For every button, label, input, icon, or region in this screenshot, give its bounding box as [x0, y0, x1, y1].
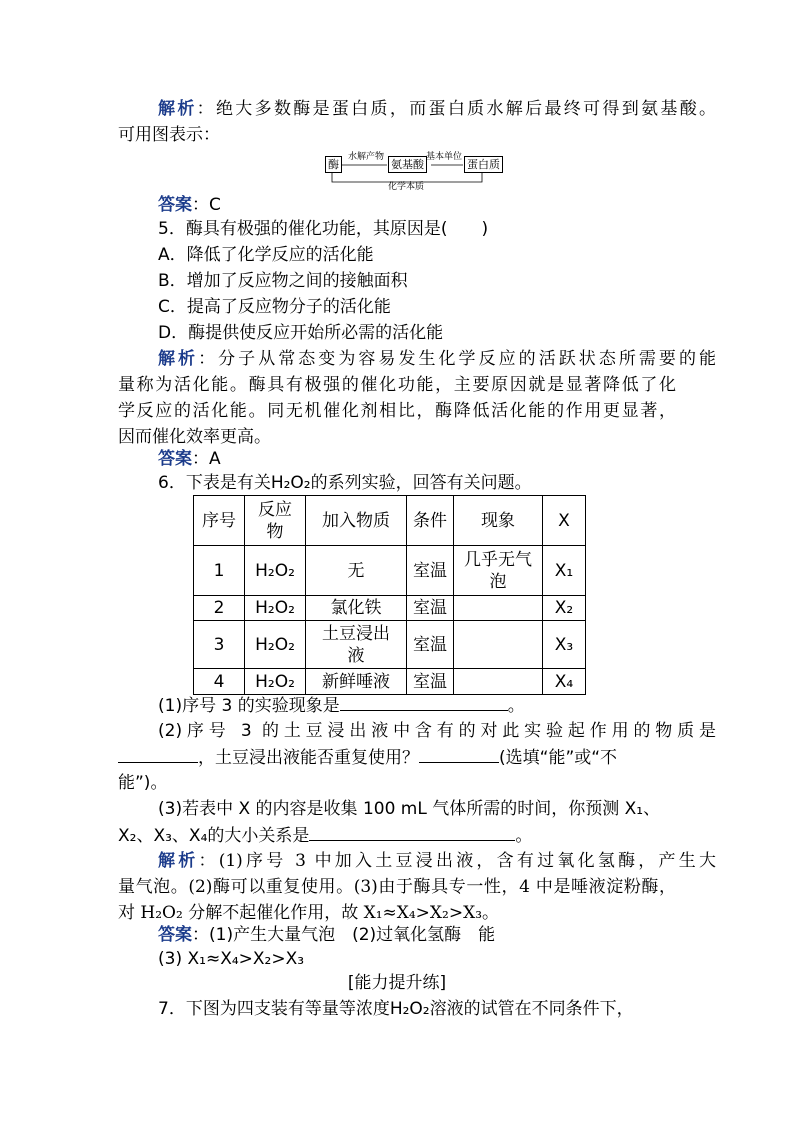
enzyme-protein-diagram — [322, 152, 512, 194]
section-title: [能力提升练] — [347, 973, 447, 993]
analysis-label: 解析 — [158, 99, 197, 119]
table-header: 条件 — [407, 496, 454, 546]
answer-blank[interactable] — [419, 744, 499, 763]
table-cell: 室温 — [407, 669, 454, 695]
table-cell: X₄ — [543, 669, 586, 695]
table-cell: 氯化铁 — [306, 596, 407, 621]
table-cell: 4 — [194, 669, 245, 695]
table-row — [194, 621, 586, 669]
q5-analysis-line-3: 学反应的活化能。同无机催化剂相比，酶降低活化能的作用更显著， — [118, 401, 676, 421]
table-row — [194, 669, 586, 695]
table-cell — [454, 621, 543, 669]
q6-sub2-line-1: (2)序号 3 的土豆浸出液中含有的对此实验起作用的物质是 — [158, 721, 716, 741]
table-cell: 无 — [306, 546, 407, 596]
answer-blank[interactable] — [309, 822, 515, 841]
q6-answer-line-1: 答案：(1)产生大量气泡 (2)过氧化氢酶 能 — [158, 925, 496, 945]
table-header: 序号 — [194, 496, 245, 546]
q5-option-b: B．增加了反应物之间的接触面积 — [158, 271, 408, 291]
answer-blank[interactable] — [118, 744, 198, 763]
table-cell: 2 — [194, 596, 245, 621]
q7-stem: 7．下图为四支装有等量等浓度H₂O₂溶液的试管在不同条件下， — [158, 999, 634, 1019]
table-cell: 室温 — [407, 546, 454, 596]
diagram-label-unit: 基本单位 — [426, 152, 463, 162]
q6-analysis-line-1: 解析：(1)序号 3 中加入土豆浸出液，含有过氧化氢酶，产生大 — [158, 851, 717, 871]
table-cell — [454, 596, 543, 621]
table-cell: 室温 — [407, 621, 454, 669]
experiment-table — [193, 495, 586, 695]
diagram-box-enzyme: 酶 — [325, 156, 342, 173]
q6-analysis-line-2: 量气泡。(2)酶可以重复使用。(3)由于酶具专一性，4 中是唾液淀粉酶， — [118, 877, 676, 897]
q4-answer: 答案：C — [158, 195, 221, 215]
q5-answer: 答案：A — [158, 449, 221, 469]
table-cell: X₃ — [543, 621, 586, 669]
q5-analysis-line-1: 解析：分子从常态变为容易发生化学反应的活跃状态所需要的能 — [158, 349, 717, 369]
q6-stem: 6．下表是有关H₂O₂的系列实验，回答有关问题。 — [158, 473, 532, 493]
table-header-row — [194, 496, 586, 546]
table-cell — [454, 669, 543, 695]
q6-sub2-line-2: ，土豆浸出液能否重复使用？ (选填“能”或“不 — [118, 744, 676, 771]
q5-option-c: C．提高了反应物分子的活化能 — [158, 297, 391, 317]
q6-sub3-line-2: X₂、X₃、X₄的大小关系是 。 — [118, 822, 676, 849]
diagram-box-protein: 蛋白质 — [464, 156, 503, 173]
q5-analysis-line-4: 因而催化效率更高。 — [118, 427, 271, 447]
table-cell: H₂O₂ — [245, 546, 306, 596]
diagram-box-amino-acid: 氨基酸 — [388, 156, 427, 173]
table-cell: H₂O₂ — [245, 669, 306, 695]
q6-sub2-line-3: 能”)。 — [118, 773, 168, 793]
table-header: 反应 物 — [245, 496, 306, 546]
q6-sub3-line-1: (3)若表中 X 的内容是收集 100 mL 气体所需的时间，你预测 X₁、 — [158, 799, 661, 819]
table-cell: 室温 — [407, 596, 454, 621]
table-cell: X₂ — [543, 596, 586, 621]
q5-analysis-line-2: 量称为活化能。酶具有极强的催化功能，主要原因就是显著降低了化 — [118, 375, 676, 395]
q5-option-a: A．降低了化学反应的活化能 — [158, 245, 374, 265]
table-cell: 几乎无气 泡 — [454, 546, 543, 596]
table-header: 加入物质 — [306, 496, 407, 546]
q4-analysis-line-2: 可用图表示： — [118, 125, 220, 145]
table-cell: X₁ — [543, 546, 586, 596]
table-cell: H₂O₂ — [245, 621, 306, 669]
q4-analysis-line-1: 解析：绝大多数酶是蛋白质，而蛋白质水解后最终可得到氨基酸。 — [158, 99, 717, 119]
table-row — [194, 596, 586, 621]
table-cell: 土豆浸出 液 — [306, 621, 407, 669]
q6-sub1: (1)序号 3 的实验现象是 。 — [158, 692, 716, 719]
table-header: 现象 — [454, 496, 543, 546]
table-cell: 新鲜唾液 — [306, 669, 407, 695]
table-cell: 3 — [194, 621, 245, 669]
table-row — [194, 546, 586, 596]
q5-option-d: D．酶提供使反应开始所必需的活化能 — [158, 323, 444, 343]
q5-stem: 5．酶具有极强的催化功能，其原因是( ) — [158, 219, 489, 239]
table-cell: 1 — [194, 546, 245, 596]
answer-label: 答案 — [158, 195, 192, 215]
diagram-label-nature: 化学本质 — [388, 182, 425, 192]
table-header: X — [543, 496, 586, 546]
q6-answer-line-2: (3) X₁≈X₄>X₂>X₃ — [158, 949, 305, 969]
answer-blank[interactable] — [340, 692, 508, 711]
table-cell: H₂O₂ — [245, 596, 306, 621]
q6-analysis-line-3: 对 H₂O₂ 分解不起催化作用，故 X₁≈X₄>X₂>X₃。 — [118, 903, 500, 923]
diagram-label-hydrolysis: 水解产物 — [348, 152, 385, 162]
